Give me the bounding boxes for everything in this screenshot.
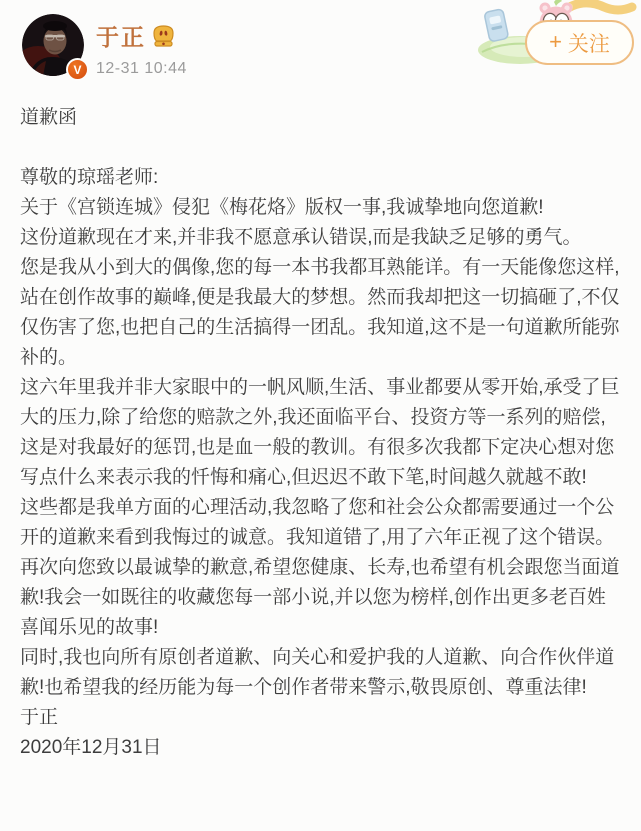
crown-icon: [151, 23, 176, 49]
post-paragraph: 这六年里我并非大家眼中的一帆风顺,生活、事业都要从零开始,承受了巨大的压力,除了给您的赔款之外,我还面临平台、投资方等一系列的赔偿,这是对我最好的惩罚,也是血一般的教训。有很多次我都下定决心想对您写点什么来表示我的忏悔和痛心,但迟迟不敢下笔,时间越久就越不敢!: [20, 377, 620, 488]
follow-button[interactable]: [525, 20, 634, 65]
follow-button-label: 关注: [567, 32, 610, 56]
post-paragraph-salutation: 尊敬的琼瑶老师:: [20, 167, 159, 188]
post-paragraph: 关于《宫锁连城》侵犯《梅花烙》版权一事,我诚挚地向您道歉!: [20, 197, 544, 218]
post-title: 道歉函: [20, 107, 78, 128]
post-paragraph: 这份道歉现在才来,并非我不愿意承认错误,而是我缺乏足够的勇气。: [20, 227, 582, 248]
author-line: [96, 19, 176, 52]
post-paragraph: 您是我从小到大的偶像,您的每一本书我都耳熟能详。有一天能像您这样,站在创作故事的巅峰,便是我最大的梦想。然而我却把这一切搞砸了,不仅仅伤害了您,也把自己的生活搞得一团乱。我知道,这不是一句道歉所能弥补的。: [20, 257, 620, 368]
plus-icon: +: [549, 28, 562, 54]
post-paragraph: 同时,我也向所有原创者道歉、向关心和爱护我的人道歉、向合作伙伴道歉!也希望我的经历能为每一个创作者带来警示,敬畏原创、尊重法律!: [20, 647, 615, 698]
post-header: [0, 0, 641, 100]
verified-v-badge: [66, 58, 89, 81]
post-signature: 于正: [20, 707, 59, 728]
author-name[interactable]: 于正: [96, 24, 146, 50]
post-paragraph: 这些都是我单方面的心理活动,我忽略了您和社会公众都需要通过一个公开的道歉来看到我悔过的诚意。我知道错了,用了六年正视了这个错误。: [20, 497, 615, 548]
avatar[interactable]: [22, 14, 84, 76]
post-content: [20, 103, 621, 763]
post-timestamp: 12-31 10:44: [96, 60, 187, 77]
post-paragraph: 再次向您致以最诚挚的歉意,希望您健康、长寿,也希望有机会跟您当面道歉!我会一如既往的收藏您每一部小说,并以您为榜样,创作出更多老百姓喜闻乐见的故事!: [20, 557, 620, 638]
post-date: 2020年12月31日: [20, 737, 162, 758]
verified-v-letter: V: [73, 62, 82, 77]
